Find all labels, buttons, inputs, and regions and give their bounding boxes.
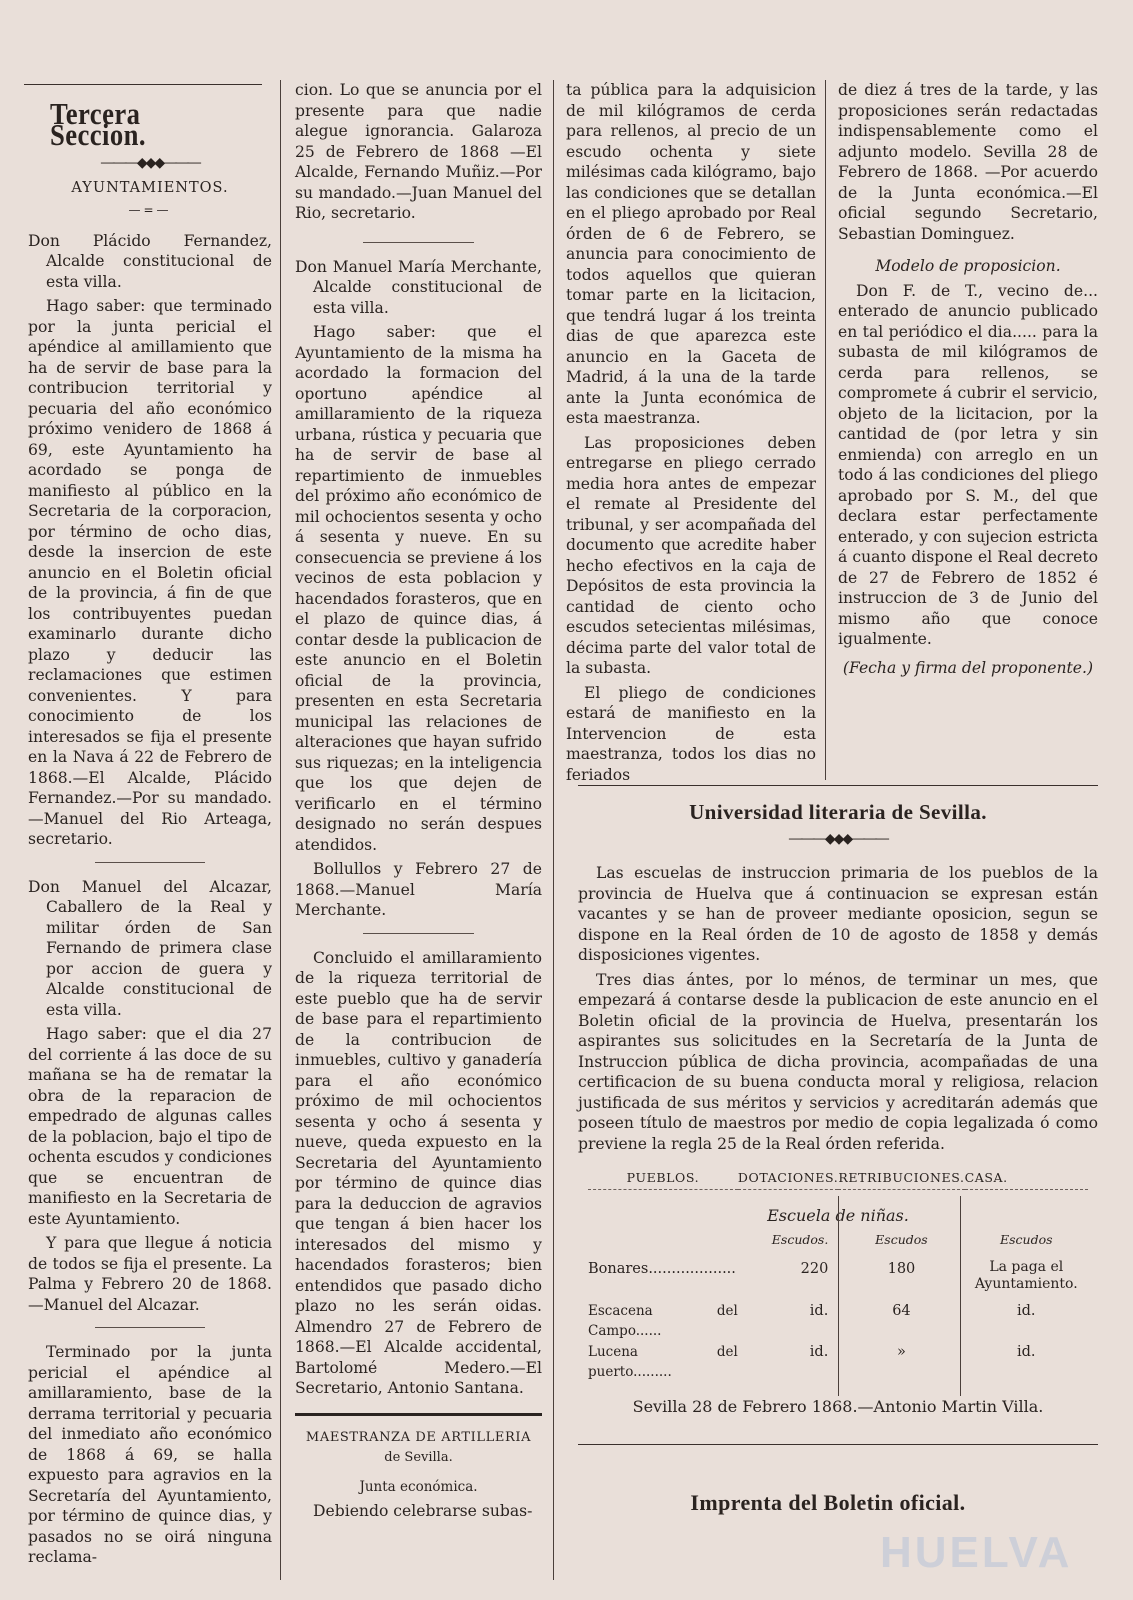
dotacion-cell: id. <box>809 1302 829 1319</box>
notice-body: Bollullos y Febrero 27 de 1868.—Manuel María Merchante. <box>295 860 542 919</box>
modelo-body: Don F. de T., vecino de... enterado de anuncio publicado en tal periódico el dia..... para la subasta de mil kilógramos de cerda para rellenos, se compromete á cubrir el servicio, objeto de la licitacion, por la cantidad de (por letra y sin enmienda) con arreglo en un todo á las condiciones del pliego aprobado por S. M., del que declara estar perfectamente enterado, y con sujecion estricta á cuanto dispone el Real decreto de 27 de Febrero de 1852 é instruccion de 3 de Junio del mismo año que conoce igualmente. <box>838 281 1098 648</box>
pueblo-cell: Escacena del Campo...... <box>588 1302 738 1339</box>
column-2 <box>295 80 542 1526</box>
retribucion-cell: » <box>897 1343 906 1360</box>
top-rule <box>24 84 262 85</box>
notice-body: Terminado por la junta pericial el apéndice al amillaramiento, base de la derrama territorial y pecuaria del inmediato año económico de 1868 á 69, se halla expuesto para agravios en la Secretaría del Ayuntamiento, por término de quince dias, y pasados no se oirá ninguna reclama- <box>28 1343 272 1566</box>
divider <box>95 862 205 863</box>
column-4 <box>838 80 1098 682</box>
table-rule <box>838 1196 839 1396</box>
dotacion-cell: 220 <box>800 1260 829 1277</box>
notice-body: Y para que llegue á noticia de todos se fija el presente. La Palma y Febrero 20 de 1868. —Manuel del Alcazar. <box>28 1234 272 1314</box>
table-rule <box>960 1196 961 1396</box>
modelo-title: Modelo de proposicion. <box>875 257 1061 275</box>
maestranza-title: MAESTRANZA DE ARTILLERIA <box>305 1429 532 1445</box>
huelva-watermark: HUELVA <box>880 1528 1073 1577</box>
dotacion-cell: id. <box>809 1343 829 1360</box>
column-rule-2 <box>553 80 554 1580</box>
col-header-retribuciones: RETRIBUCIONES. <box>838 1170 965 1185</box>
retribucion-cell: 180 <box>887 1260 916 1277</box>
section-subtitle: AYUNTAMIENTOS. <box>71 179 229 196</box>
notice-heading: Don Plácido Fernandez, Alcalde constitucional de esta villa. <box>28 231 272 291</box>
col-header-pueblos: PUEBLOS. <box>626 1170 700 1185</box>
notice-body: ta pública para la adquisicion de mil kilógramos de cerda para rellenos, al precio de un escudo ochenta y siete milésimas cada kilógramo, bajo las condiciones que se detallan en el pliego aprobado por Real órden de 6 de Febrero, se anuncia para conocimiento de todos aquellos que quieran tomar parte en la licitacion, que tendrá lugar á los treinta dias de que aparezca este anuncio en la Gaceta de Madrid, á la una de la tarde ante la Junta económica de esta maestranza. <box>566 81 816 427</box>
notice-body: Debiendo celebrarse subas- <box>313 1502 533 1520</box>
table-subtitle: Escuela de niñas. <box>767 1205 909 1225</box>
notice-body: Las proposiciones deben entregarse en pliego cerrado media hora antes de empezar el remate al Presidente del tribunal, y ser acompañada del documento que acredite haber hecho efectivos en la caja de Depósitos de esta provincia la cantidad de ciento ocho escudos setecientas milésimas, décima parte del valor total de la subasta. <box>566 433 816 677</box>
thick-rule <box>295 1413 542 1416</box>
retribucion-cell: 64 <box>892 1302 911 1319</box>
short-dash: —=— <box>128 203 172 217</box>
universidad-top-rule <box>578 785 1098 786</box>
universidad-title: Universidad literaria de Sevilla. <box>689 800 987 824</box>
divider <box>95 1327 205 1328</box>
junta-heading: Junta económica. <box>359 1478 478 1495</box>
unit-label: Escudos. <box>771 1232 829 1247</box>
pueblo-cell: Lucena del puerto......... <box>588 1343 738 1380</box>
notice-heading: Don Manuel del Alcazar, Caballero de la Real y militar órden de San Fernando de primera clase por accion de guera y Alcalde constitucional de esta villa. <box>28 877 272 1019</box>
notice-body: de diez á tres de la tarde, y las proposiciones serán redactadas indispensablemente como el adjunto modelo. Sevilla 28 de Febrero de 1868. —Por acuerdo de la Junta económica.—El oficial segundo Secretario, Sebastian Dominguez. <box>838 81 1098 243</box>
column-1 <box>28 96 272 1572</box>
col-header-casa: CASA. <box>964 1170 1008 1185</box>
casa-cell: id. <box>1017 1302 1036 1319</box>
ornament-divider: ―――◆◆◆――― <box>100 155 200 171</box>
section-title: Tercera Seccion. <box>50 96 146 152</box>
pueblo-cell: Bonares................... <box>588 1260 736 1277</box>
notice-body: Hago saber: que el dia 27 del corriente á las doce de su mañana se ha de rematar la obra de la reparacion de empedrado de algunas calles de la poblacion, bajo el tipo de ochenta escudos y condiciones que se encuentran de manifiesto en la Secretaria de este Ayuntamiento. <box>28 1025 272 1228</box>
ornament-divider: ―――◆◆◆――― <box>788 830 888 847</box>
unit-label: Escudos <box>1000 1232 1053 1247</box>
divider <box>363 242 474 243</box>
universidad-paragraph: Las escuelas de instruccion primaria de los pueblos de la provincia de Huelva que á continuacion se expresan están vacantes y se han de proveer mediante oposicion, segun se dispone en la Real órden de 10 de agosto de 1858 y demás disposiciones vigentes. <box>578 864 1098 964</box>
divider <box>363 933 474 934</box>
casa-cell: id. <box>1017 1343 1036 1360</box>
universidad-signature: Sevilla 28 de Febrero 1868.—Antonio Martin Villa. <box>632 1396 1044 1416</box>
maestranza-subtitle: de Sevilla. <box>384 1450 453 1465</box>
notice-body: cion. Lo que se anuncia por el presente para que nadie alegue ignorancia. Galaroza 25 de Febrero de 1868 —El Alcalde, Fernando Muñiz.—Por su mandado.—Juan Manuel del Rio, secretario. <box>295 81 542 222</box>
imprenta-footer: Imprenta del Boletin oficial. <box>690 1490 966 1515</box>
col-header-dotaciones: DOTACIONES. <box>737 1170 839 1185</box>
column-rule-1 <box>280 80 281 1580</box>
modelo-signature: (Fecha y firma del proponente.) <box>842 658 1094 677</box>
notice-body: Hago saber: que el Ayuntamiento de la misma ha acordado la formacion del oportuno apéndice al amillaramiento de la riqueza urbana, rústica y pecuaria que ha de servir de base al repartimiento de inmuebles del próximo año económico de mil ochocientos sesenta y ocho á sesenta y nueve. En su consecuencia se previene á los vecinos de esta poblacion y hacendados forasteros, que en el plazo de quince dias, á contar desde la publicacion de este anuncio en el Boletin oficial de la provincia, presenten en esta Secretaria municipal las relaciones de alteraciones que hayan sufrido sus riquezas; en la inteligencia que los que dejen de verificarlo en el término designado no serán despues atendidos. <box>295 323 542 854</box>
notice-body: Hago saber: que terminado por la junta pericial el apéndice al amillamiento que ha de servir de base para la contribucion territorial y pecuaria del año económico próximo venidero de 1868 á 69, este Ayuntamiento ha acordado se ponga de manifiesto al público en la Secretaria de la corporacion, por término de ocho dias, desde la insercion de este anuncio en el Boletin oficial de la provincia, á fin de que los contribuyentes puedan examinarlo durante dicho plazo y deducir las reclamaciones que estimen convenientes. Y para conocimiento de los interesados se fija el presente en la Nava á 22 de Febrero de 1868.—El Alcalde, Plácido Fernandez.—Por su mandado.—Manuel del Rio Arteaga, secretario. <box>28 297 272 848</box>
universidad-paragraph: Tres dias ántes, por lo ménos, de terminar un mes, que empezará á contarse desde la publicacion de este anuncio en el Boletin oficial de la provincia de Huelva, presentarán los aspirantes sus solicitudes en la Secretaría de la Junta de Instruccion pública de dicha provincia, acompañadas de una certificacion de su buena conducta moral y religiosa, relacion justificada de sus méritos y servicios y acreditarán además que poseen título de maestros por medio de copia legalizada ó como previene la regla 25 de la Real órden referida. <box>578 970 1098 1153</box>
footer-rule <box>578 1444 1098 1445</box>
column-rule-3 <box>825 80 826 780</box>
notice-heading: Don Manuel María Merchante, Alcalde constitucional de esta villa. <box>295 257 542 317</box>
notice-body: Concluido el amillaramiento de la riqueza territorial de este pueblo que ha de servir de base para el repartimiento de la contribucion de inmuebles, cultivo y ganadería para el año económico próximo de mil ochocientos sesenta y ocho á sesenta y nueve, queda expuesto en la Secretaria del Ayuntamiento por término de quince dias para la deduccion de agravios que tengan á bien hacer los interesados del mismo y hacendados forasteros; bien entendidos que pasado dicho plazo no les serán oidas. Almendro 27 de Febrero de 1868.—El Alcalde accidental, Bartolomé Medero.—El Secretario, Antonio Santana. <box>295 948 542 1397</box>
column-3 <box>566 80 816 789</box>
unit-label: Escudos <box>875 1232 928 1247</box>
notice-body: El pliego de condiciones estará de manifiesto en la Intervencion de esta maestranza, todos los dias no feriados <box>566 683 816 784</box>
casa-cell: La paga el Ayuntamiento. <box>974 1258 1078 1292</box>
